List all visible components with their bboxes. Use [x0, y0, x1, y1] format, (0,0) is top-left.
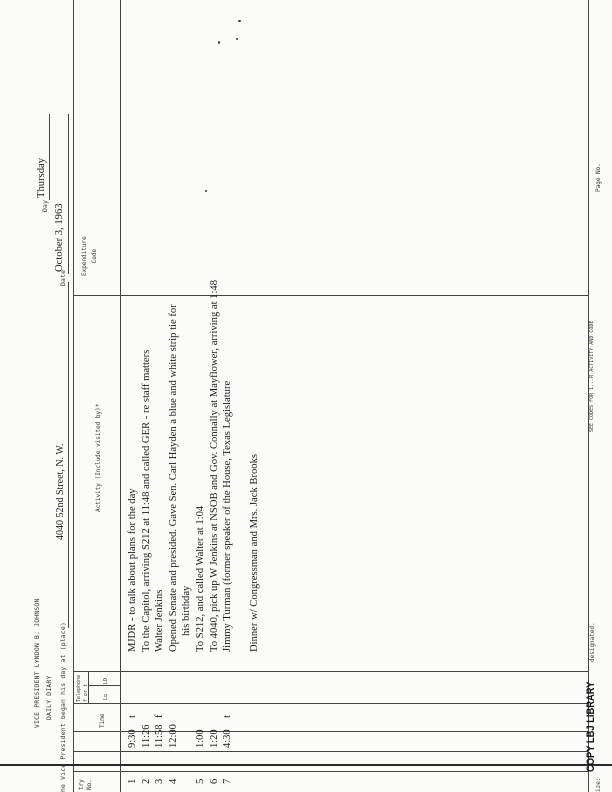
entry-activity: To 4040, pick up W Jenkins at NSOB and Gov. Connally at Mayflower, arriving at 1:48	[209, 279, 220, 652]
entry-activity: To the Capitol, arriving S212 at 11:48 and called GER - re staff matters	[141, 349, 152, 652]
entry-no: 4	[168, 778, 179, 784]
entry-time: 11:26	[141, 724, 152, 748]
table-top-border	[73, 0, 74, 792]
corner-text: ize:	[595, 777, 602, 792]
table-header-border	[120, 0, 121, 792]
page-left-edge	[0, 764, 612, 766]
col-header-lo: Lo	[103, 693, 109, 700]
entry-no: 6	[209, 778, 220, 784]
col-divider-activity	[73, 671, 588, 672]
see-codes-note: SEE CODES FOR 1...R ACTIVITY AND CODE	[589, 320, 595, 432]
col-header-telephone: Telephone f or t	[76, 674, 89, 702]
col-header-activity: Activity (Include visited by)*	[95, 403, 102, 512]
form-subtitle: DAILY DIARY	[45, 675, 53, 720]
col-header-expenditure: Expenditure Code	[81, 236, 98, 276]
scan-speck	[236, 38, 238, 40]
entry-activity: To S212, and called Walter at 1:04	[195, 505, 206, 652]
entry-no: 2	[141, 778, 152, 784]
page-number-label: Page No.	[595, 163, 602, 192]
entry-activity: Walter Jenkins	[154, 589, 165, 652]
col-divider-entry	[73, 771, 588, 772]
entry-activity: Dinner w/ Congressman and Mrs. Jack Brooks	[249, 453, 260, 652]
entry-time: 12:00	[168, 724, 179, 748]
stamp-suffix: designated.	[589, 622, 596, 662]
entry-mark: t	[222, 715, 233, 718]
entry-mark: f	[154, 714, 165, 718]
form-title: VICE PRESIDENT LYNDON B. JOHNSON	[33, 598, 41, 728]
entry-time: 4:30	[222, 729, 233, 748]
copy-lbj-library-stamp: COPY LBJ LIBRARY	[585, 681, 597, 772]
entry-time: 1:00	[195, 729, 206, 748]
entry-time: 9:30	[127, 729, 138, 748]
entry-no: 7	[222, 778, 233, 784]
entry-activity: MJDR - to talk about plans for the day	[127, 488, 138, 652]
entry-activity: Opened Senate and presided. Gave Sen. Carl Hayden a blue and white strip tie for	[168, 304, 179, 652]
place-label: he Vice President began his day at (place)	[59, 622, 67, 792]
entry-no: 1	[127, 778, 138, 784]
entry-time: 1:20	[209, 729, 220, 748]
day-underline	[49, 114, 50, 200]
date-label: Date	[59, 269, 67, 286]
date-value: October 3, 1963	[54, 203, 65, 272]
scan-speck	[238, 20, 241, 22]
entry-mark: t	[127, 715, 138, 718]
entry-no: 3	[154, 778, 165, 784]
col-header-time: Time	[99, 713, 106, 728]
col-divider-expenditure	[73, 295, 588, 296]
scan-speck	[218, 41, 220, 44]
scan-speck	[205, 190, 207, 192]
col-header-entry: try No.	[78, 779, 93, 790]
place-value: 4040 52nd Street, N. W.	[55, 443, 66, 540]
date-underline	[68, 114, 69, 274]
col-divider-time	[73, 751, 588, 752]
entry-no: 5	[195, 778, 206, 784]
col-divider-lo	[88, 671, 120, 672]
place-underline	[68, 282, 69, 628]
entry-activity: Jimmy Turman (former speaker of the House, Texas Legislature	[222, 380, 233, 652]
day-label: Day	[41, 199, 49, 212]
day-value: Thursday	[36, 157, 47, 198]
col-divider-phone-b	[73, 703, 588, 704]
col-header-ld: LD	[103, 677, 109, 684]
entry-activity: his birthday	[181, 585, 192, 636]
col-divider-ld	[88, 685, 120, 686]
entry-time: 11:58	[154, 724, 165, 748]
